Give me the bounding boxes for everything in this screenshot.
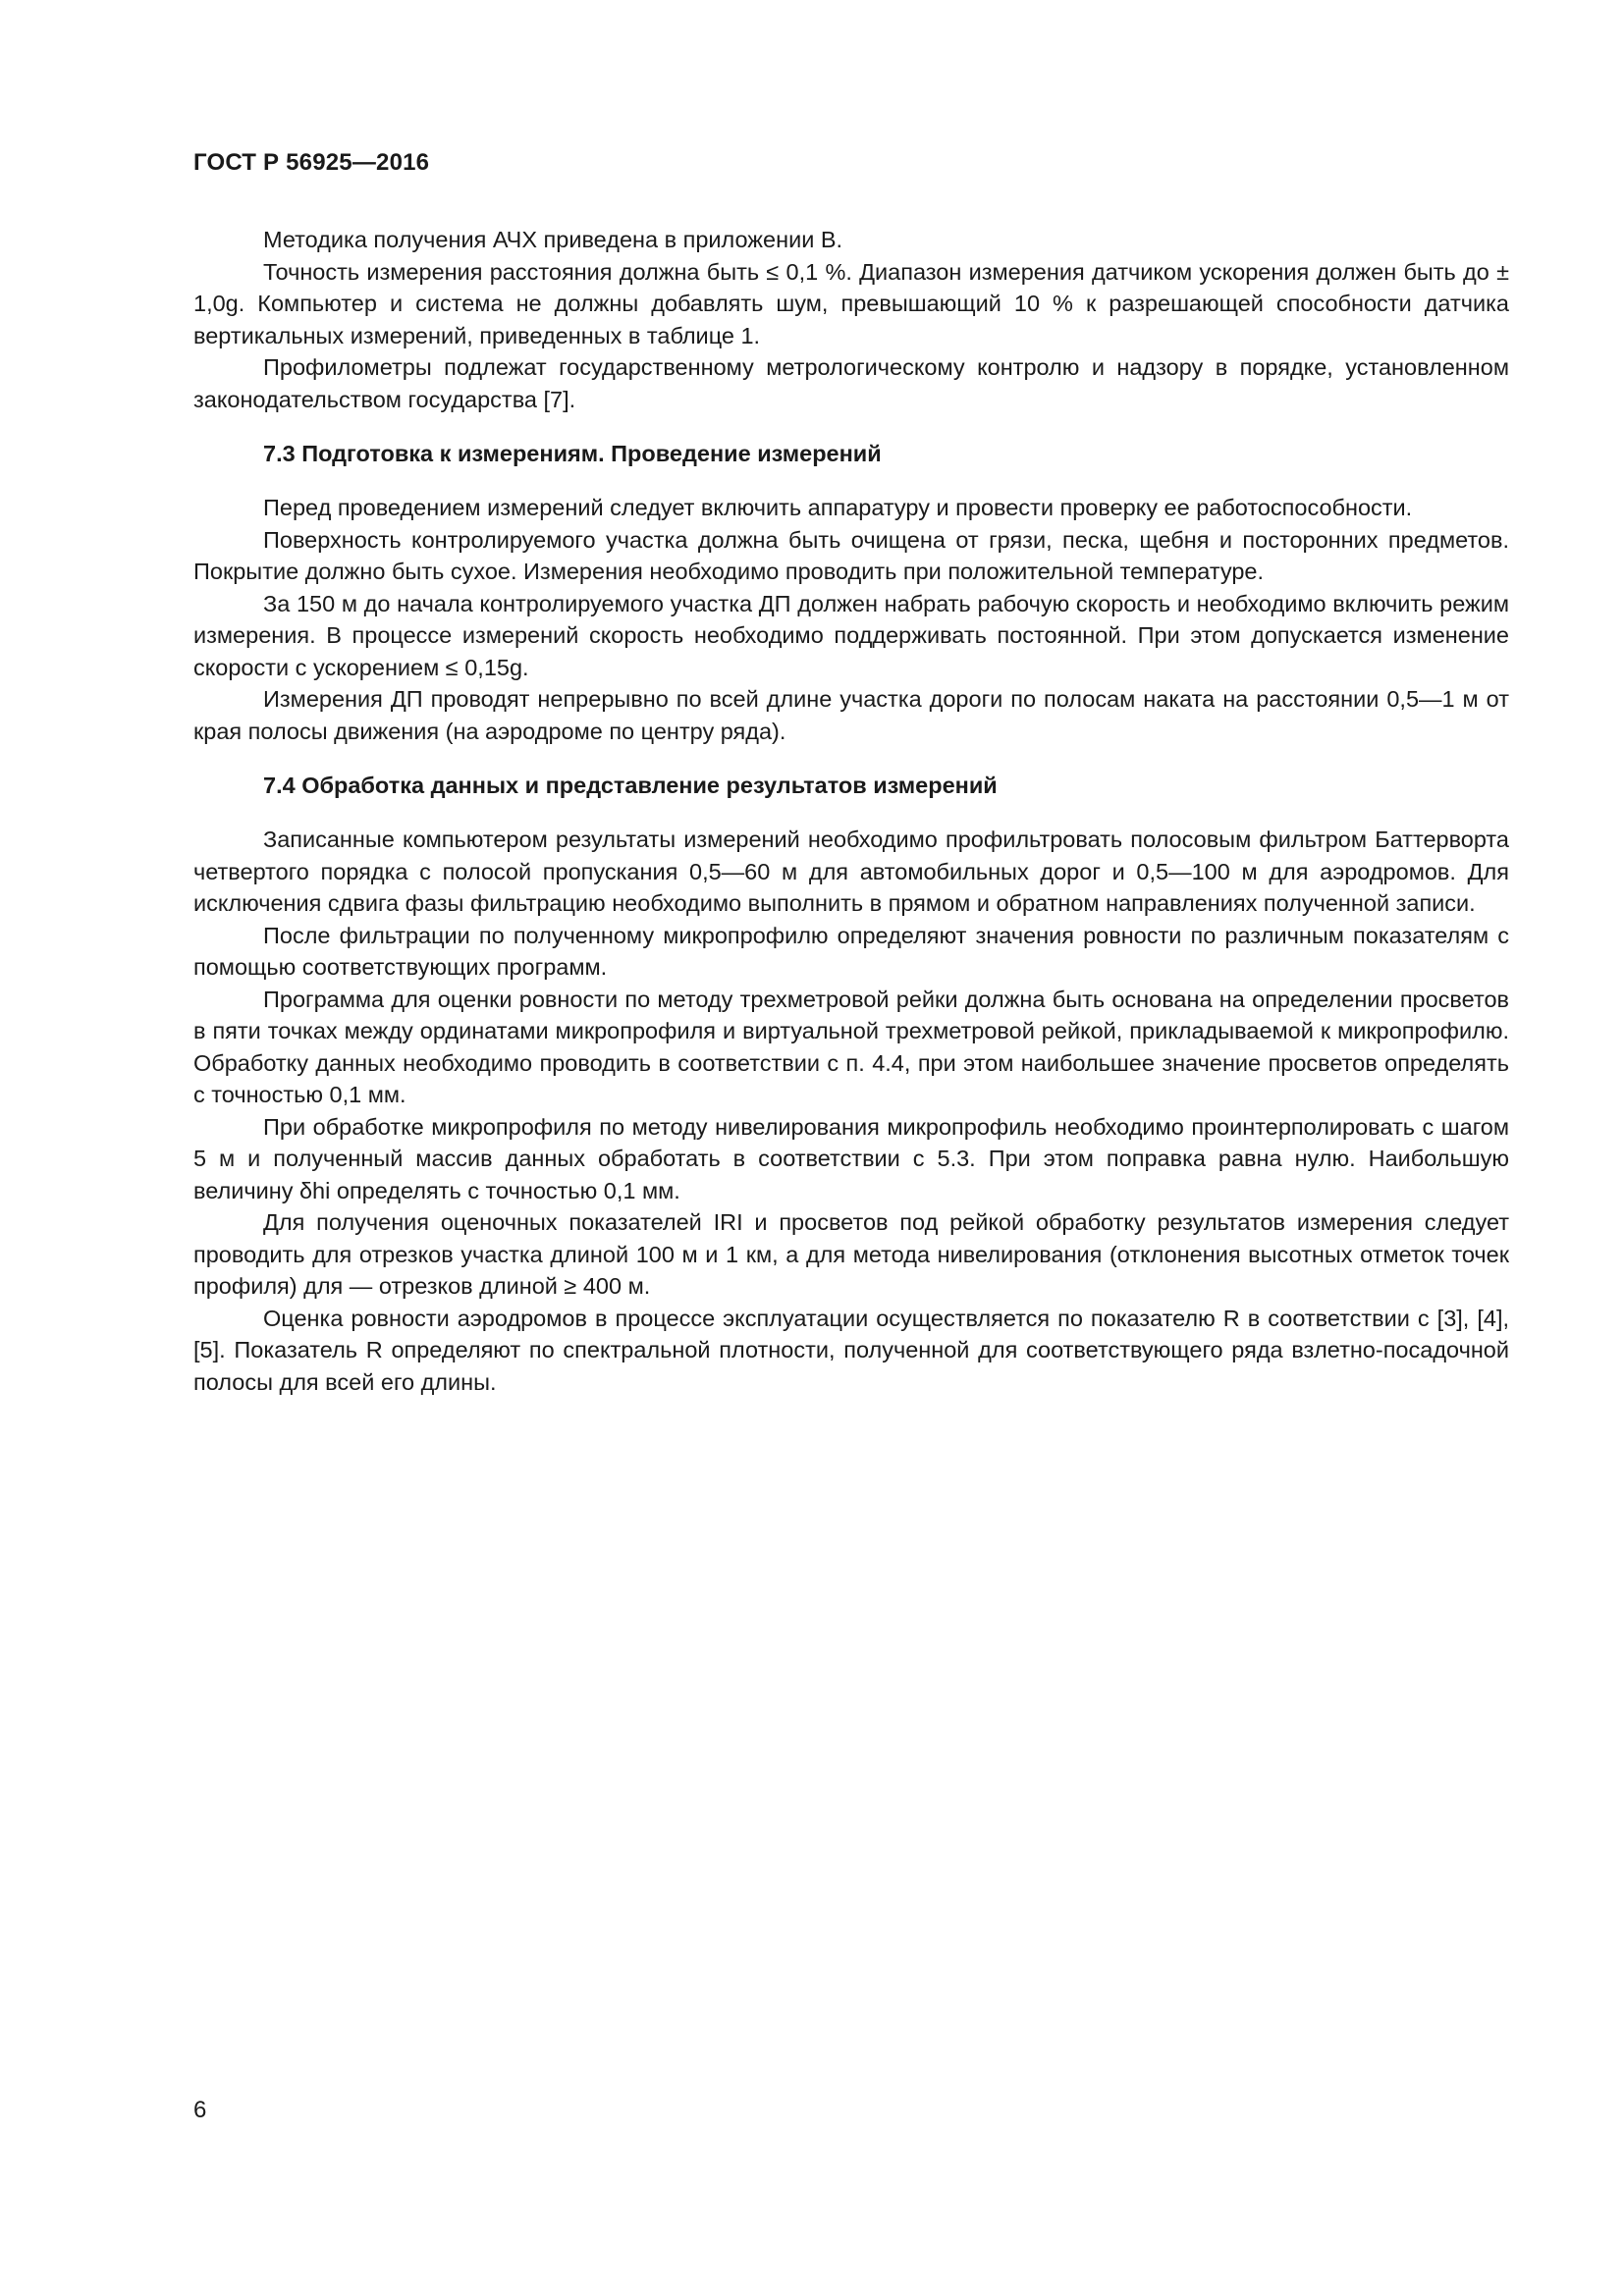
paragraph: Перед проведением измерений следует включить аппаратуру и провести проверку ее работоспособности. (263, 495, 1413, 520)
section-heading-7-4: 7.4 Обработка данных и представление результатов измерений (263, 773, 998, 798)
paragraph: Записанные компьютером результаты измерений необходимо профильтровать полосовым фильтром Баттерворта четвертого порядка с полосой пропускания 0,5—60 м для автомобильных дорог и 0,5—100 м для аэродромов. Для исключения сдвига фазы фильтрацию необходимо выполнить в прямом и обратном направлениях полученной записи. (193, 827, 1509, 916)
paragraph: Программа для оценки ровности по методу трехметровой рейки должна быть основана на определении просветов в пяти точках между ординатами микропрофиля и виртуальной трехметровой рейкой, прикладываемой к микропрофилю. Обработку данных необходимо проводить в соответствии с п. 4.4, при этом наибольшее значение просветов определять с точностью 0,1 мм. (193, 986, 1509, 1107)
paragraph: Поверхность контролируемого участка должна быть очищена от грязи, песка, щебня и посторонних предметов. Покрытие должно быть сухое. Измерения необходимо проводить при положительной температуре. (193, 526, 1509, 584)
paragraph: После фильтрации по полученному микропрофилю определяют значения ровности по различным показателям с помощью соответствующих программ. (193, 922, 1509, 980)
document-header: ГОСТ Р 56925—2016 (193, 149, 430, 176)
page-number: 6 (193, 2097, 207, 2123)
paragraph: Методика получения АЧХ приведена в приложении В. (263, 227, 843, 252)
paragraph: Точность измерения расстояния должна быть ≤ 0,1 %. Диапазон измерения датчиком ускорения должен быть до ± 1,0g. Компьютер и система не должны добавлять шум, превышающий 10 % к разрешающей способности датчика вертикальных измерений, приведенных в таблице 1. (193, 258, 1509, 348)
paragraph: Оценка ровности аэродромов в процессе эксплуатации осуществляется по показателю R в соответствии с [3], [4], [5]. Показатель R определяют по спектральной плотности, полученной для соответствующего ряда взлетно-посадочной полосы для всей его длины. (193, 1305, 1509, 1395)
paragraph: Профилометры подлежат государственному метрологическому контролю и надзору в порядке, установленном законодательством государства [7]. (193, 354, 1509, 412)
paragraph: Измерения ДП проводят непрерывно по всей длине участка дороги по полосам наката на расстоянии 0,5—1 м от края полосы движения (на аэродроме по центру ряда). (193, 686, 1509, 744)
paragraph: Для получения оценочных показателей IRI и просветов под рейкой обработку результатов измерения следует проводить для отрезков участка длиной 100 м и 1 км, а для метода нивелирования (отклонения высотных отметок точек профиля) для — отрезков длиной ≥ 400 м. (193, 1209, 1509, 1299)
section-heading-7-3: 7.3 Подготовка к измерениям. Проведение измерений (263, 441, 882, 466)
paragraph: При обработке микропрофиля по методу нивелирования микропрофиль необходимо проинтерполировать с шагом 5 м и полученный массив данных обработать в соответствии с 5.3. При этом поправка равна нулю. Наибольшую величину δhi определять с точностью 0,1 мм. (193, 1113, 1509, 1203)
document-body (193, 224, 1509, 1398)
paragraph: За 150 м до начала контролируемого участка ДП должен набрать рабочую скорость и необходимо включить режим измерения. В процессе измерений скорость необходимо поддерживать постоянной. При этом допускается изменение скорости с ускорением ≤ 0,15g. (193, 590, 1509, 680)
